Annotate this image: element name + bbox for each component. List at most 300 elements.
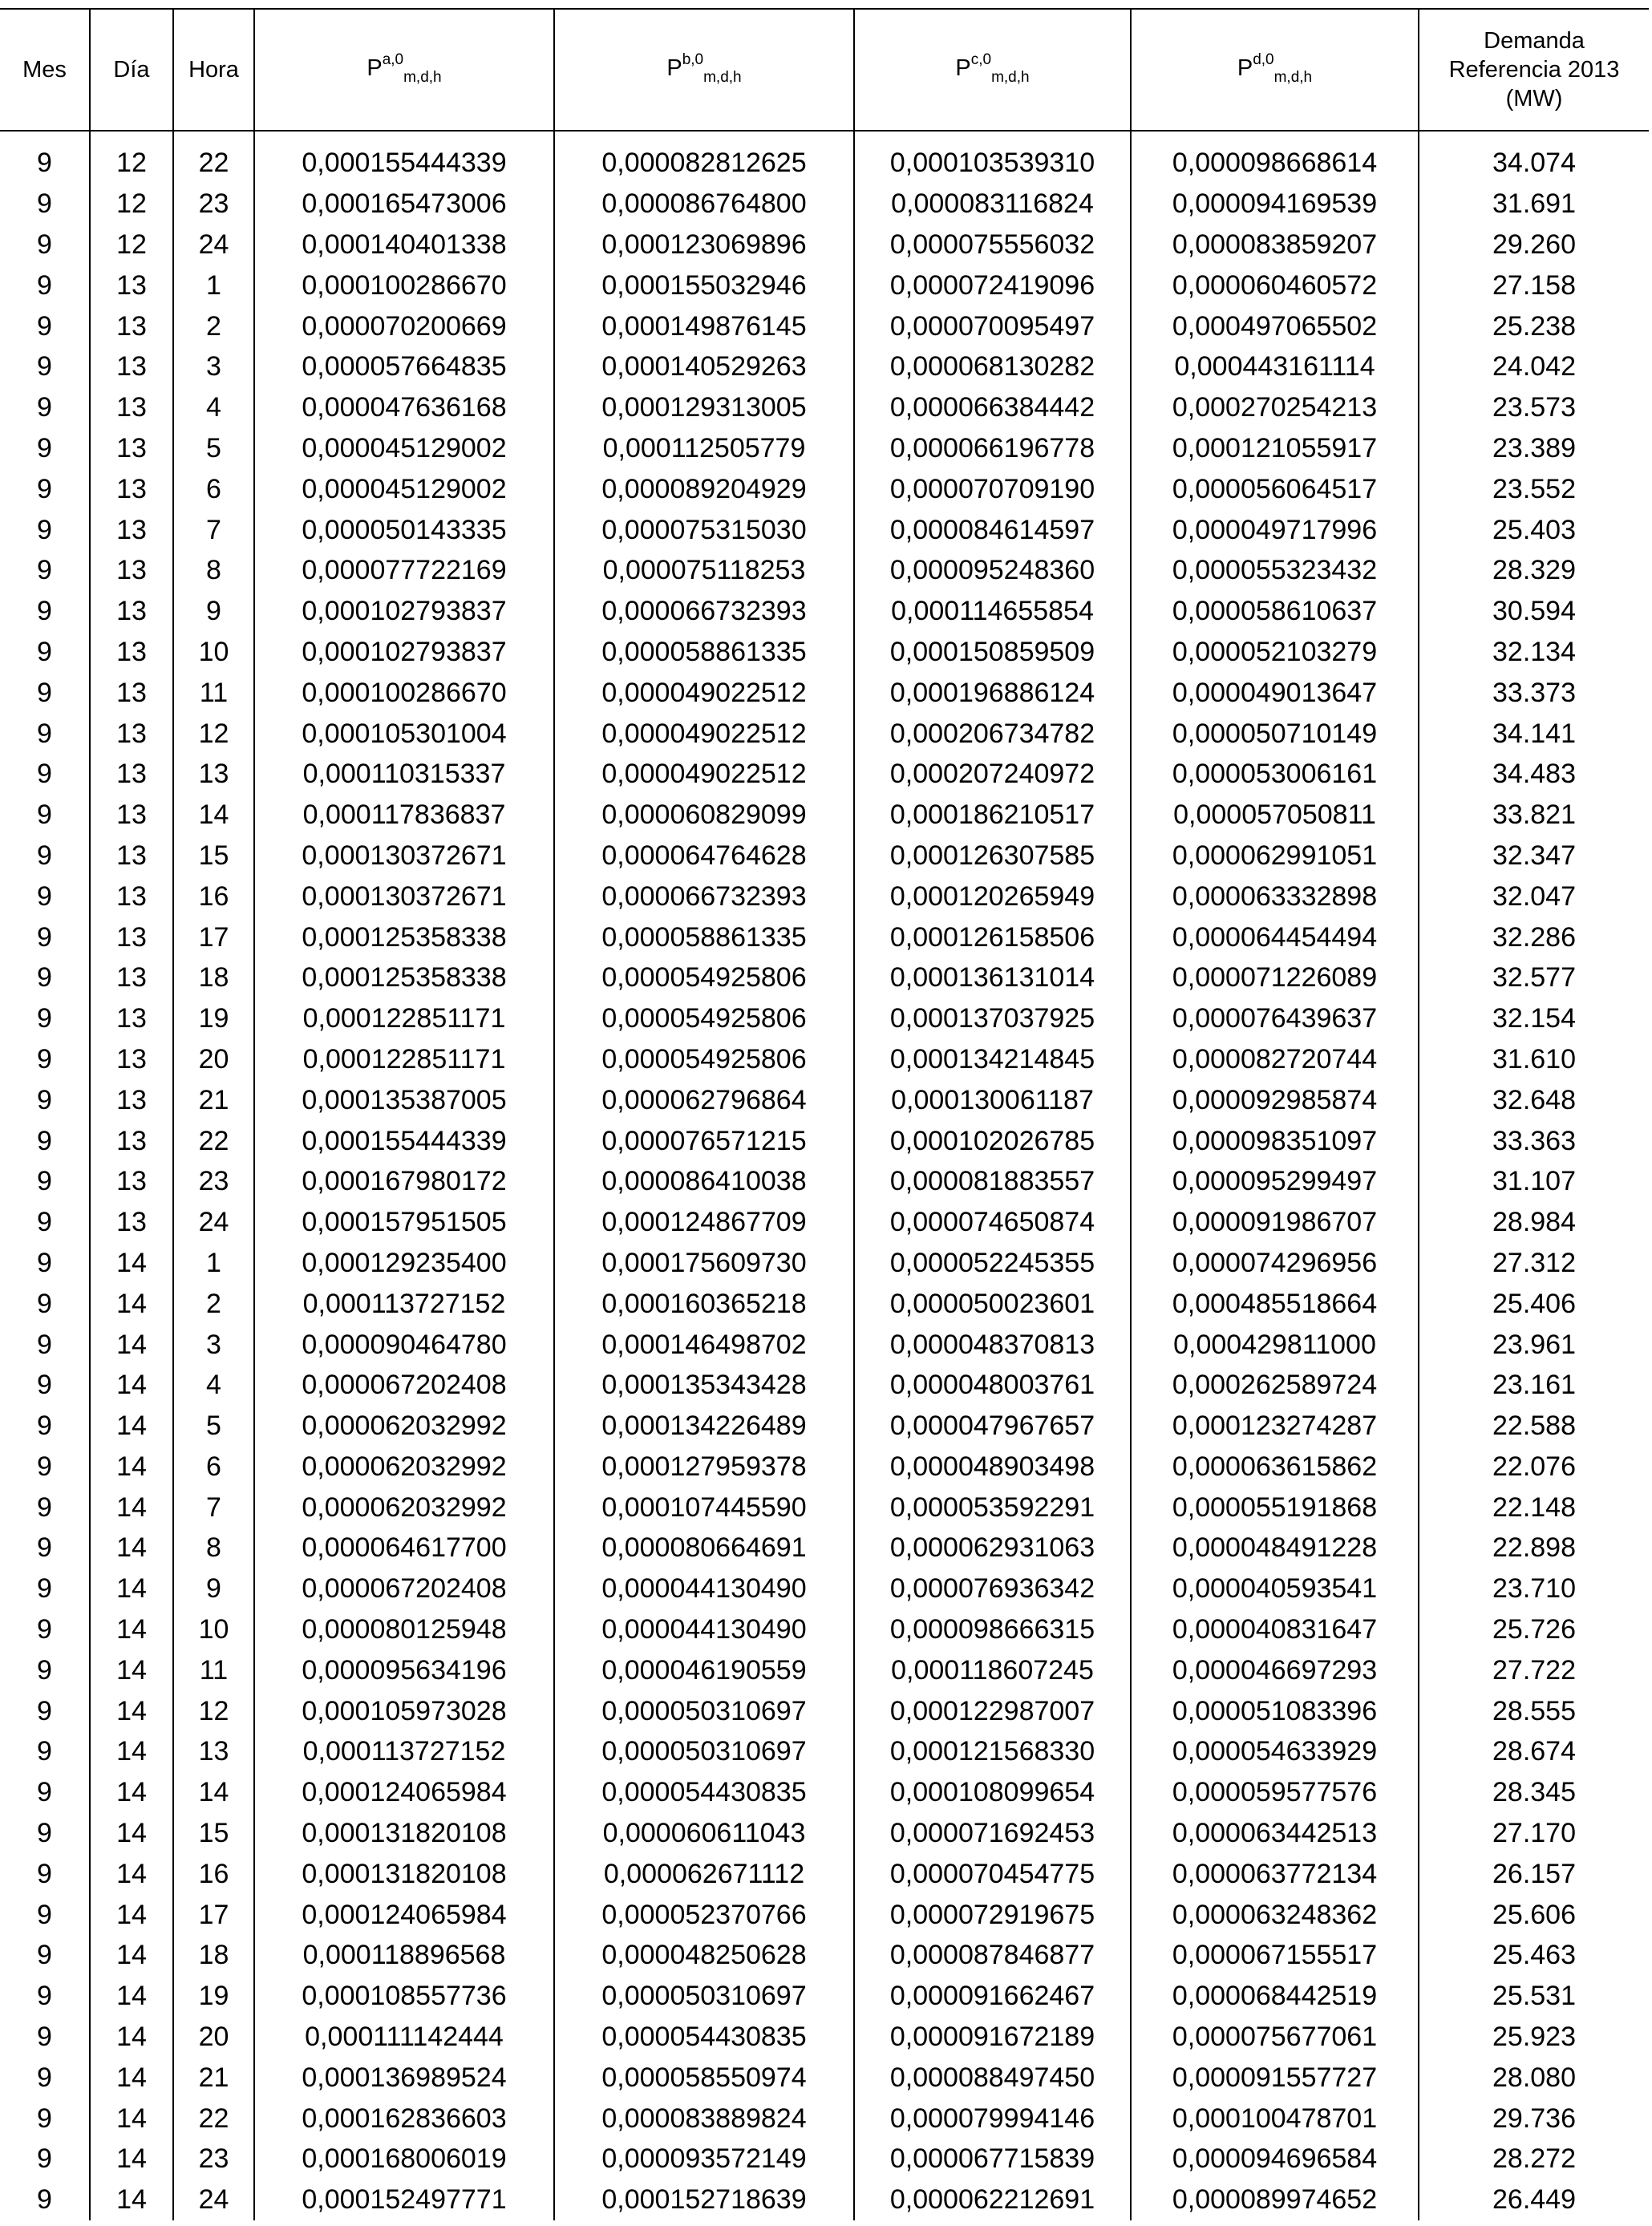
cell-pd: 0,000063442513 <box>1131 1813 1419 1854</box>
cell-pa: 0,000125358338 <box>254 957 554 998</box>
cell-dia: 14 <box>90 1365 173 1406</box>
table-row <box>0 550 1649 591</box>
cell-demanda: 24.042 <box>1419 346 1649 387</box>
cell-demanda: 25.403 <box>1419 509 1649 550</box>
table-row <box>0 1894 1649 1935</box>
cell-pa: 0,000168006019 <box>254 2139 554 2179</box>
cell-pc: 0,000048903498 <box>854 1447 1131 1487</box>
cell-pd: 0,000068442519 <box>1131 1976 1419 2017</box>
cell-demanda: 33.363 <box>1419 1120 1649 1161</box>
cell-pa: 0,000117836837 <box>254 795 554 836</box>
cell-mes: 9 <box>0 143 90 184</box>
cell-demanda: 29.260 <box>1419 225 1649 265</box>
cell-pa: 0,000113727152 <box>254 1283 554 1324</box>
header-pa: P$^{a,0}_{m,d,h}$ <box>254 9 554 131</box>
cell-pa: 0,000124065984 <box>254 1772 554 1813</box>
cell-mes: 9 <box>0 876 90 917</box>
cell-dia: 14 <box>90 1609 173 1650</box>
cell-mes: 9 <box>0 1365 90 1406</box>
cell-mes: 9 <box>0 2017 90 2058</box>
cell-pb: 0,000062671112 <box>554 1853 854 1894</box>
cell-hora: 12 <box>173 1690 254 1731</box>
table-row <box>0 591 1649 632</box>
cell-pb: 0,000050310697 <box>554 1976 854 2017</box>
cell-dia: 14 <box>90 1243 173 1284</box>
cell-pc: 0,000074650874 <box>854 1202 1131 1243</box>
cell-hora: 20 <box>173 1039 254 1080</box>
cell-pd: 0,000123274287 <box>1131 1406 1419 1447</box>
cell-mes: 9 <box>0 1568 90 1609</box>
cell-hora: 22 <box>173 2098 254 2139</box>
cell-dia: 13 <box>90 1039 173 1080</box>
cell-demanda: 28.329 <box>1419 550 1649 591</box>
cell-hora: 8 <box>173 1528 254 1568</box>
header-pc: P$^{c,0}_{m,d,h}$ <box>854 9 1131 131</box>
cell-demanda: 32.648 <box>1419 1079 1649 1120</box>
cell-pa: 0,000045129002 <box>254 468 554 509</box>
cell-pd: 0,000046697293 <box>1131 1649 1419 1690</box>
cell-dia: 13 <box>90 632 173 673</box>
cell-pd: 0,000071226089 <box>1131 957 1419 998</box>
cell-mes: 9 <box>0 428 90 469</box>
table-row <box>0 1813 1649 1854</box>
cell-mes: 9 <box>0 1487 90 1528</box>
cell-pd: 0,000058610637 <box>1131 591 1419 632</box>
cell-pc: 0,000062931063 <box>854 1528 1131 1568</box>
cell-hora: 3 <box>173 346 254 387</box>
cell-pb: 0,000054430835 <box>554 2017 854 2058</box>
cell-dia: 13 <box>90 550 173 591</box>
cell-pa: 0,000062032992 <box>254 1487 554 1528</box>
cell-pd: 0,000040831647 <box>1131 1609 1419 1650</box>
cell-pa: 0,000102793837 <box>254 632 554 673</box>
cell-demanda: 31.610 <box>1419 1039 1649 1080</box>
cell-dia: 12 <box>90 143 173 184</box>
cell-pc: 0,000071692453 <box>854 1813 1131 1854</box>
cell-pa: 0,000080125948 <box>254 1609 554 1650</box>
cell-pd: 0,000074296956 <box>1131 1243 1419 1284</box>
cell-pb: 0,000146498702 <box>554 1324 854 1365</box>
cell-pb: 0,000175609730 <box>554 1243 854 1284</box>
cell-pb: 0,000044130490 <box>554 1568 854 1609</box>
cell-pa: 0,000167980172 <box>254 1161 554 1202</box>
cell-pb: 0,000050310697 <box>554 1690 854 1731</box>
table-row <box>0 1447 1649 1487</box>
cell-pc: 0,000103539310 <box>854 143 1131 184</box>
cell-pa: 0,000110315337 <box>254 754 554 795</box>
cell-pb: 0,000049022512 <box>554 754 854 795</box>
cell-pb: 0,000048250628 <box>554 1935 854 1976</box>
cell-mes: 9 <box>0 917 90 957</box>
cell-pa: 0,000045129002 <box>254 428 554 469</box>
cell-pa: 0,000155444339 <box>254 1120 554 1161</box>
cell-pb: 0,000066732393 <box>554 591 854 632</box>
table-row <box>0 2179 1649 2220</box>
cell-dia: 13 <box>90 672 173 713</box>
cell-dia: 14 <box>90 1487 173 1528</box>
cell-mes: 9 <box>0 1813 90 1854</box>
header-demanda: Demanda Referencia 2013 (MW) <box>1419 9 1649 131</box>
cell-pa: 0,000102793837 <box>254 591 554 632</box>
cell-dia: 14 <box>90 2098 173 2139</box>
cell-pc: 0,000062212691 <box>854 2179 1131 2220</box>
cell-pd: 0,000429811000 <box>1131 1324 1419 1365</box>
cell-dia: 13 <box>90 998 173 1039</box>
cell-pc: 0,000091662467 <box>854 1976 1131 2017</box>
cell-pd: 0,000059577576 <box>1131 1772 1419 1813</box>
table-row <box>0 387 1649 428</box>
cell-pb: 0,000054925806 <box>554 1039 854 1080</box>
cell-demanda: 34.074 <box>1419 143 1649 184</box>
cell-demanda: 33.373 <box>1419 672 1649 713</box>
cell-pb: 0,000135343428 <box>554 1365 854 1406</box>
cell-demanda: 33.821 <box>1419 795 1649 836</box>
cell-pc: 0,000118607245 <box>854 1649 1131 1690</box>
cell-hora: 3 <box>173 1324 254 1365</box>
cell-dia: 13 <box>90 591 173 632</box>
cell-pc: 0,000120265949 <box>854 876 1131 917</box>
cell-pc: 0,000050023601 <box>854 1283 1131 1324</box>
cell-pb: 0,000076571215 <box>554 1120 854 1161</box>
cell-pc: 0,000070454775 <box>854 1853 1131 1894</box>
cell-demanda: 23.552 <box>1419 468 1649 509</box>
cell-demanda: 25.238 <box>1419 306 1649 346</box>
table-row <box>0 836 1649 876</box>
cell-hora: 2 <box>173 1283 254 1324</box>
cell-pc: 0,000088497450 <box>854 2057 1131 2098</box>
table-row <box>0 795 1649 836</box>
cell-pb: 0,000054430835 <box>554 1772 854 1813</box>
header-row <box>0 9 1649 131</box>
cell-dia: 14 <box>90 2057 173 2098</box>
cell-dia: 12 <box>90 184 173 225</box>
cell-dia: 14 <box>90 1690 173 1731</box>
cell-pa: 0,000122851171 <box>254 998 554 1039</box>
table-row <box>0 265 1649 306</box>
cell-hora: 14 <box>173 1772 254 1813</box>
cell-hora: 9 <box>173 591 254 632</box>
cell-pc: 0,000075556032 <box>854 225 1131 265</box>
cell-dia: 14 <box>90 1853 173 1894</box>
cell-pc: 0,000091672189 <box>854 2017 1131 2058</box>
cell-pc: 0,000053592291 <box>854 1487 1131 1528</box>
cell-dia: 14 <box>90 1649 173 1690</box>
cell-dia: 14 <box>90 2179 173 2220</box>
cell-dia: 14 <box>90 1406 173 1447</box>
cell-hora: 7 <box>173 1487 254 1528</box>
cell-demanda: 31.107 <box>1419 1161 1649 1202</box>
cell-demanda: 27.722 <box>1419 1649 1649 1690</box>
cell-pd: 0,000055323432 <box>1131 550 1419 591</box>
cell-dia: 14 <box>90 1894 173 1935</box>
cell-pc: 0,000130061187 <box>854 1079 1131 1120</box>
cell-pc: 0,000206734782 <box>854 713 1131 754</box>
cell-pc: 0,000150859509 <box>854 632 1131 673</box>
cell-pb: 0,000054925806 <box>554 998 854 1039</box>
cell-mes: 9 <box>0 265 90 306</box>
table-row <box>0 2017 1649 2058</box>
cell-pa: 0,000111142444 <box>254 2017 554 2058</box>
cell-demanda: 23.389 <box>1419 428 1649 469</box>
cell-pd: 0,000095299497 <box>1131 1161 1419 1202</box>
cell-pc: 0,000136131014 <box>854 957 1131 998</box>
cell-pd: 0,000064454494 <box>1131 917 1419 957</box>
cell-pb: 0,000149876145 <box>554 306 854 346</box>
cell-pa: 0,000095634196 <box>254 1649 554 1690</box>
cell-pc: 0,000126307585 <box>854 836 1131 876</box>
cell-pa: 0,000130372671 <box>254 876 554 917</box>
cell-hora: 13 <box>173 754 254 795</box>
cell-pb: 0,000054925806 <box>554 957 854 998</box>
cell-hora: 6 <box>173 1447 254 1487</box>
table-row <box>0 306 1649 346</box>
table-body <box>0 131 1649 2220</box>
cell-pd: 0,000092985874 <box>1131 1079 1419 1120</box>
table-row <box>0 1487 1649 1528</box>
cell-pa: 0,000077722169 <box>254 550 554 591</box>
cell-hora: 24 <box>173 1202 254 1243</box>
cell-pc: 0,000072919675 <box>854 1894 1131 1935</box>
cell-pd: 0,000063332898 <box>1131 876 1419 917</box>
cell-mes: 9 <box>0 1039 90 1080</box>
cell-demanda: 27.158 <box>1419 265 1649 306</box>
cell-pb: 0,000127959378 <box>554 1447 854 1487</box>
cell-demanda: 25.606 <box>1419 1894 1649 1935</box>
cell-pd: 0,000048491228 <box>1131 1528 1419 1568</box>
cell-pd: 0,000098351097 <box>1131 1120 1419 1161</box>
cell-demanda: 23.161 <box>1419 1365 1649 1406</box>
table-row <box>0 184 1649 225</box>
cell-dia: 14 <box>90 1447 173 1487</box>
cell-hora: 2 <box>173 306 254 346</box>
cell-pb: 0,000152718639 <box>554 2179 854 2220</box>
cell-hora: 23 <box>173 184 254 225</box>
table-row <box>0 917 1649 957</box>
cell-mes: 9 <box>0 1406 90 1447</box>
cell-demanda: 25.726 <box>1419 1609 1649 1650</box>
table-row <box>0 672 1649 713</box>
cell-pd: 0,000056064517 <box>1131 468 1419 509</box>
cell-demanda: 28.272 <box>1419 2139 1649 2179</box>
cell-pb: 0,000155032946 <box>554 265 854 306</box>
cell-pa: 0,000131820108 <box>254 1813 554 1854</box>
cell-pc: 0,000121568330 <box>854 1731 1131 1772</box>
cell-hora: 5 <box>173 428 254 469</box>
cell-pc: 0,000186210517 <box>854 795 1131 836</box>
cell-pd: 0,000054633929 <box>1131 1731 1419 1772</box>
cell-demanda: 32.577 <box>1419 957 1649 998</box>
cell-mes: 9 <box>0 225 90 265</box>
cell-pb: 0,000129313005 <box>554 387 854 428</box>
cell-mes: 9 <box>0 1731 90 1772</box>
cell-pc: 0,000066196778 <box>854 428 1131 469</box>
table-row <box>0 143 1649 184</box>
cell-hora: 14 <box>173 795 254 836</box>
cell-demanda: 25.923 <box>1419 2017 1649 2058</box>
cell-demanda: 32.347 <box>1419 836 1649 876</box>
table-row <box>0 428 1649 469</box>
cell-pb: 0,000052370766 <box>554 1894 854 1935</box>
cell-pd: 0,000055191868 <box>1131 1487 1419 1528</box>
cell-pa: 0,000100286670 <box>254 265 554 306</box>
cell-dia: 14 <box>90 1772 173 1813</box>
cell-demanda: 28.555 <box>1419 1690 1649 1731</box>
cell-demanda: 22.148 <box>1419 1487 1649 1528</box>
cell-pd: 0,000083859207 <box>1131 225 1419 265</box>
cell-demanda: 25.406 <box>1419 1283 1649 1324</box>
cell-mes: 9 <box>0 632 90 673</box>
cell-pd: 0,000094696584 <box>1131 2139 1419 2179</box>
cell-pc: 0,000067715839 <box>854 2139 1131 2179</box>
cell-pa: 0,000135387005 <box>254 1079 554 1120</box>
table-row <box>0 1243 1649 1284</box>
cell-pb: 0,000160365218 <box>554 1283 854 1324</box>
cell-mes: 9 <box>0 957 90 998</box>
cell-demanda: 26.157 <box>1419 1853 1649 1894</box>
cell-pb: 0,000058550974 <box>554 2057 854 2098</box>
cell-pc: 0,000095248360 <box>854 550 1131 591</box>
table-row <box>0 998 1649 1039</box>
cell-pa: 0,000105301004 <box>254 713 554 754</box>
table-row <box>0 1528 1649 1568</box>
header-hora: Hora <box>173 9 254 131</box>
cell-hora: 16 <box>173 876 254 917</box>
cell-dia: 13 <box>90 795 173 836</box>
table-row <box>0 1935 1649 1976</box>
header-mes: Mes <box>0 9 90 131</box>
cell-hora: 11 <box>173 672 254 713</box>
cell-pd: 0,000053006161 <box>1131 754 1419 795</box>
cell-pb: 0,000086410038 <box>554 1161 854 1202</box>
cell-hora: 9 <box>173 1568 254 1609</box>
cell-pb: 0,000083889824 <box>554 2098 854 2139</box>
cell-dia: 13 <box>90 346 173 387</box>
cell-pa: 0,000064617700 <box>254 1528 554 1568</box>
cell-pd: 0,000051083396 <box>1131 1690 1419 1731</box>
cell-dia: 14 <box>90 1935 173 1976</box>
cell-dia: 13 <box>90 713 173 754</box>
cell-mes: 9 <box>0 1528 90 1568</box>
cell-pd: 0,000443161114 <box>1131 346 1419 387</box>
cell-pd: 0,000100478701 <box>1131 2098 1419 2139</box>
cell-demanda: 26.449 <box>1419 2179 1649 2220</box>
cell-pa: 0,000050143335 <box>254 509 554 550</box>
cell-pc: 0,000066384442 <box>854 387 1131 428</box>
cell-pc: 0,000196886124 <box>854 672 1131 713</box>
cell-demanda: 32.154 <box>1419 998 1649 1039</box>
cell-mes: 9 <box>0 387 90 428</box>
cell-pa: 0,000090464780 <box>254 1324 554 1365</box>
cell-demanda: 32.047 <box>1419 876 1649 917</box>
cell-dia: 13 <box>90 1120 173 1161</box>
cell-demanda: 23.961 <box>1419 1324 1649 1365</box>
cell-demanda: 28.984 <box>1419 1202 1649 1243</box>
cell-pa: 0,000062032992 <box>254 1406 554 1447</box>
cell-dia: 14 <box>90 1283 173 1324</box>
cell-pb: 0,000066732393 <box>554 876 854 917</box>
cell-pc: 0,000079994146 <box>854 2098 1131 2139</box>
cell-pb: 0,000049022512 <box>554 672 854 713</box>
cell-hora: 23 <box>173 1161 254 1202</box>
cell-mes: 9 <box>0 713 90 754</box>
table-row <box>0 1079 1649 1120</box>
cell-pa: 0,000162836603 <box>254 2098 554 2139</box>
cell-pb: 0,000140529263 <box>554 346 854 387</box>
cell-pa: 0,000122851171 <box>254 1039 554 1080</box>
table-row <box>0 1731 1649 1772</box>
cell-pb: 0,000082812625 <box>554 143 854 184</box>
cell-pc: 0,000084614597 <box>854 509 1131 550</box>
cell-mes: 9 <box>0 346 90 387</box>
header-pb: P$^{b,0}_{m,d,h}$ <box>554 9 854 131</box>
cell-pa: 0,000067202408 <box>254 1568 554 1609</box>
cell-mes: 9 <box>0 836 90 876</box>
cell-pd: 0,000067155517 <box>1131 1935 1419 1976</box>
cell-hora: 17 <box>173 1894 254 1935</box>
cell-hora: 21 <box>173 1079 254 1120</box>
table-row <box>0 957 1649 998</box>
cell-hora: 10 <box>173 1609 254 1650</box>
cell-mes: 9 <box>0 1853 90 1894</box>
table-row <box>0 1161 1649 1202</box>
cell-pa: 0,000105973028 <box>254 1690 554 1731</box>
cell-pd: 0,000121055917 <box>1131 428 1419 469</box>
table-row <box>0 509 1649 550</box>
cell-pb: 0,000134226489 <box>554 1406 854 1447</box>
cell-hora: 23 <box>173 2139 254 2179</box>
cell-pc: 0,000081883557 <box>854 1161 1131 1202</box>
cell-pa: 0,000113727152 <box>254 1731 554 1772</box>
cell-pb: 0,000112505779 <box>554 428 854 469</box>
cell-pb: 0,000062796864 <box>554 1079 854 1120</box>
cell-dia: 13 <box>90 387 173 428</box>
cell-hora: 10 <box>173 632 254 673</box>
cell-mes: 9 <box>0 509 90 550</box>
cell-pc: 0,000098666315 <box>854 1609 1131 1650</box>
header-gap <box>0 131 1649 143</box>
cell-dia: 13 <box>90 836 173 876</box>
cell-pd: 0,000063772134 <box>1131 1853 1419 1894</box>
cell-pd: 0,000094169539 <box>1131 184 1419 225</box>
cell-mes: 9 <box>0 754 90 795</box>
cell-pc: 0,000072419096 <box>854 265 1131 306</box>
cell-pb: 0,000058861335 <box>554 632 854 673</box>
cell-pc: 0,000083116824 <box>854 184 1131 225</box>
cell-mes: 9 <box>0 1324 90 1365</box>
cell-hora: 7 <box>173 509 254 550</box>
cell-dia: 14 <box>90 1324 173 1365</box>
cell-pd: 0,000040593541 <box>1131 1568 1419 1609</box>
cell-hora: 18 <box>173 1935 254 1976</box>
header-dia: Día <box>90 9 173 131</box>
cell-mes: 9 <box>0 1976 90 2017</box>
cell-pc: 0,000070709190 <box>854 468 1131 509</box>
table-row <box>0 468 1649 509</box>
cell-hora: 5 <box>173 1406 254 1447</box>
cell-hora: 12 <box>173 713 254 754</box>
cell-hora: 1 <box>173 1243 254 1284</box>
cell-pa: 0,000130372671 <box>254 836 554 876</box>
cell-pd: 0,000497065502 <box>1131 306 1419 346</box>
cell-pb: 0,000046190559 <box>554 1649 854 1690</box>
cell-hora: 4 <box>173 387 254 428</box>
cell-hora: 19 <box>173 998 254 1039</box>
cell-demanda: 25.531 <box>1419 1976 1649 2017</box>
cell-dia: 13 <box>90 306 173 346</box>
data-table <box>0 8 1649 2220</box>
cell-hora: 21 <box>173 2057 254 2098</box>
cell-hora: 13 <box>173 1731 254 1772</box>
